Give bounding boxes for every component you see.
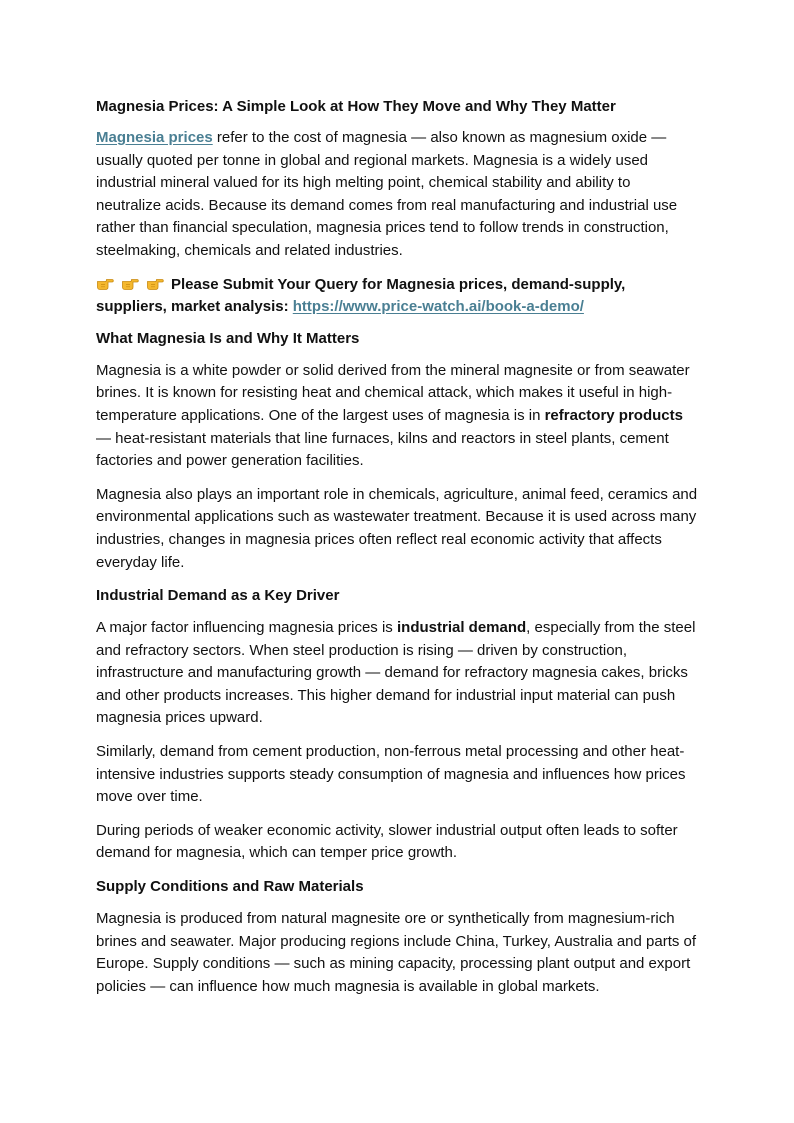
section-heading-industrial-demand: Industrial Demand as a Key Driver: [96, 587, 340, 605]
intro-text: refer to the cost of magnesia — also known as magnesium oxide — usually quoted per tonne in global and regional markets. Magnesia is a widely used industrial mineral valued for its high melting point, chemical stability and ability to neutralize acids. Because its demand comes from real manufacturing and industrial use rather than financial speculation, magnesia prices tend to follow trends in construction, steelmaking, chemicals and related industries.: [96, 129, 678, 259]
book-demo-link[interactable]: https://www.price-watch.ai/book-a-demo/: [292, 298, 584, 316]
bold-industrial-demand: industrial demand: [396, 619, 527, 637]
section2-paragraph-3: During periods of weaker economic activity, slower industrial output often leads to softer demand for magnesia, which can temper price growth.: [96, 821, 678, 862]
bold-refractory-products: refractory products: [544, 406, 683, 424]
section1-paragraph-2: Magnesia also plays an important role in chemicals, agriculture, animal feed, ceramics and environmental applications such as wastewater treatment. Because it is used across many industries, changes in magnesia prices often reflect real economic activity that affects everyday life.: [96, 485, 698, 571]
section-heading-what-magnesia: What Magnesia Is and Why It Matters: [96, 329, 360, 347]
section-heading-supply-conditions: Supply Conditions and Raw Materials: [96, 878, 364, 896]
section2-paragraph-2: Similarly, demand from cement production, non-ferrous metal processing and other heat-intensive industries supports steady consumption of magnesia and influences how prices move over time.: [96, 743, 686, 806]
magnesia-prices-link[interactable]: Magnesia prices: [96, 129, 213, 146]
section1-paragraph-1: Magnesia is a white powder or solid derived from the mineral magnesite or from seawater brines. It is known for resisting heat and chemical attack, which makes it useful in high-temperature applications. One of the largest uses of magnesia is in refractory products — heat-resistant materials that line furnaces, kilns and reactors in steel plants, cement factories and power generation facilities.: [96, 361, 690, 470]
pointing-hand-icon: [146, 274, 164, 292]
pointing-hand-icon: [96, 274, 114, 292]
pointing-hand-icon: [121, 274, 139, 292]
cta-text: Please Submit Your Query for Magnesia prices, demand-supply, suppliers, market analysis:: [96, 275, 626, 316]
document-title: Magnesia Prices: A Simple Look at How They Move and Why They Matter: [96, 98, 616, 115]
section2-paragraph-1: A major factor influencing magnesia prices is industrial demand, especially from the steel and refractory sectors. When steel production is rising — driven by construction, infrastructure and manufacturing growth — demand for refractory magnesia cakes, bricks and other products increases. This higher demand for industrial input material can push magnesia prices upward.: [96, 619, 696, 727]
section3-paragraph-1: Magnesia is produced from natural magnesite ore or synthetically from magnesium-rich brines and seawater. Major producing regions include China, Turkey, Australia and parts of Europe. Supply conditions — such as mining capacity, processing plant output and export policies — can influence how much magnesia is available in global markets.: [96, 910, 697, 995]
cta-paragraph: [96, 274, 698, 319]
intro-paragraph: [96, 127, 698, 263]
